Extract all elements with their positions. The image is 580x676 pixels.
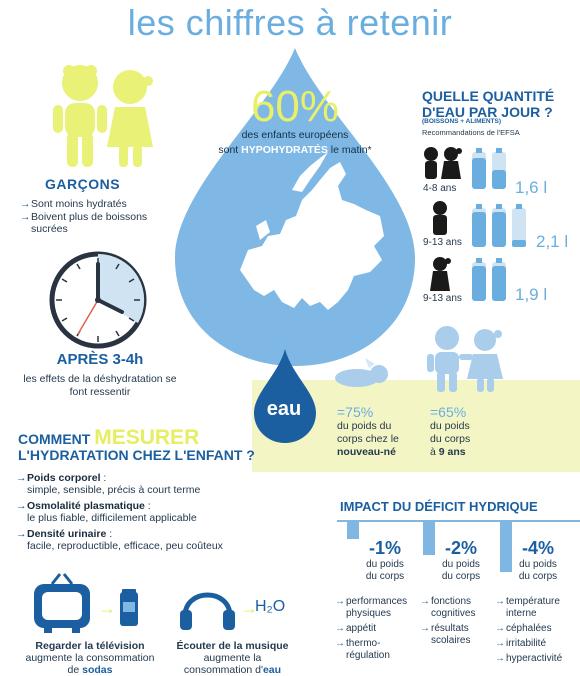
drop-line2 [195, 143, 395, 158]
measure-item-title: Poids corporel [27, 472, 101, 484]
arrow-icon: → [495, 623, 505, 634]
consequence-text: irritabilité [506, 638, 547, 649]
boys-item-text: Boivent plus de boissons sucrées [31, 211, 148, 235]
measure-heading-pre: COMMENT [18, 431, 95, 447]
measure-list [16, 472, 256, 556]
measure-item [16, 528, 256, 552]
after-heading [30, 351, 170, 368]
boys-item-text: Sont moins hydratés [31, 198, 127, 210]
newborn-block [337, 404, 399, 459]
litres-value: 2,1 l [536, 232, 569, 251]
consequence-item [495, 596, 577, 620]
child-girl-icon [428, 256, 452, 292]
arrow-icon: → [335, 638, 345, 649]
impact-percent: -2% [444, 538, 477, 558]
arrow-icon: → [16, 528, 27, 540]
impact-l1: du poids [442, 559, 480, 570]
quantity-heading-l1: QUELLE QUANTITÉ [422, 88, 555, 104]
newborn-icon [335, 354, 395, 388]
measure-item-colon: : [144, 500, 151, 512]
impact-level-bar [347, 522, 359, 539]
age-label: 4-8 ans [423, 183, 457, 194]
children-icon [45, 55, 165, 175]
consequence-text: thermo-régulation [346, 638, 390, 661]
consequence-text: hyperactivité [506, 653, 563, 664]
tv-icon [34, 574, 90, 633]
headphones-icon [180, 595, 235, 630]
music-caption-l3-bold: eau [262, 664, 282, 676]
measure-heading [18, 426, 255, 463]
music-caption-l3 [165, 664, 300, 676]
consequence-item [335, 638, 415, 662]
consequence-item [495, 638, 577, 650]
measure-item-colon: : [106, 528, 113, 540]
drop-line2-highlight: HYPOHYDRATÉS [241, 144, 328, 156]
arrow-icon: → [16, 472, 27, 484]
consequences-col-3 [495, 596, 577, 668]
drop-text [195, 128, 395, 158]
nine-percent: =65% [430, 404, 467, 420]
age-label: 9-13 ans [423, 237, 462, 248]
arrow-icon: → [495, 596, 505, 607]
tv-caption [20, 640, 160, 676]
arrow-icon: → [20, 198, 31, 210]
measure-item-desc: simple, sensible, précis à court terme [27, 484, 201, 496]
arrow-icon: → [420, 623, 430, 634]
consequence-item [335, 596, 415, 620]
impact-level [360, 538, 410, 583]
clock-icon [38, 250, 158, 350]
impact-l1: du poids [366, 559, 404, 570]
measure-heading-l1 [18, 426, 255, 449]
impact-level [436, 538, 486, 583]
litres-value: 1,6 l [515, 178, 548, 197]
boys-item [20, 198, 170, 210]
tv-caption-l3-pre: de [67, 664, 83, 676]
consequence-item [495, 653, 577, 665]
child-boy-icon [428, 200, 452, 236]
impact-percent: -1% [368, 538, 401, 558]
quantity-sub: (BOISSONS + ALIMENTS) [422, 118, 502, 125]
drop-line2-pre: sont [218, 144, 242, 156]
drop-percent: 60% [250, 82, 340, 131]
after-text: les effets de la déshydratation se font ressentir [23, 373, 177, 398]
measure-item [16, 500, 256, 524]
consequence-text: fonctions cognitives [431, 596, 476, 619]
consequence-item [335, 623, 415, 635]
arrow-icon: → [335, 623, 345, 634]
age-label: 9-13 ans [423, 293, 462, 304]
music-caption-l3-pre: consommation d' [183, 664, 263, 676]
consequence-text: résultats scolaires [431, 623, 471, 646]
page-title: les chiffres à retenir [127, 2, 453, 43]
impact-l1: du poids [519, 559, 557, 570]
consequence-item [420, 596, 490, 620]
consequence-item [420, 623, 490, 647]
drop-line2-post: le matin* [327, 144, 372, 156]
tv-caption-l3-bold: sodas [82, 664, 113, 676]
arrow-icon: → [495, 638, 505, 649]
arrow-icon: → [16, 500, 27, 512]
boys-heading: GARÇONS [45, 176, 121, 192]
measure-heading-l2: L'HYDRATATION CHEZ L'ENFANT ? [18, 447, 255, 463]
tv-caption-l3 [20, 664, 160, 676]
measure-item [16, 472, 256, 496]
impact-level [513, 538, 563, 583]
impact-l2: du corps [518, 571, 558, 582]
consequence-text: performances physiques [346, 596, 408, 619]
arrow-icon: → [335, 596, 345, 607]
efsa-label: Recommandations de l'EFSA [422, 128, 520, 137]
arrow-icon: → [20, 211, 31, 223]
consequences-col-2 [420, 596, 490, 650]
tv-caption-l2: augmente la consommation [25, 652, 155, 664]
music-caption [165, 640, 300, 676]
litres-value: 1,9 l [515, 285, 548, 304]
impact-l2: du corps [365, 571, 405, 582]
bottles-icon [470, 146, 510, 190]
h2o-label: H₂O [255, 598, 286, 615]
arrow-right-icon: → [240, 598, 258, 618]
newborn-l1: du poids du [337, 420, 392, 432]
nine-years-block [430, 404, 470, 459]
bottles-icon [470, 202, 530, 248]
tv-caption-l1: Regarder la télévision [35, 640, 145, 652]
impact-l2: du corps [441, 571, 481, 582]
music-caption-l1: Écouter de la musique [176, 640, 289, 652]
measure-item-title: Osmolalité plasmatique [27, 500, 145, 512]
measure-item-desc: le plus fiable, difficilement applicable [27, 512, 197, 524]
after-heading-value: 3-4h [112, 351, 144, 368]
arrow-icon: → [495, 653, 505, 664]
measure-item-colon: : [100, 472, 107, 484]
arrow-right-icon: → [98, 598, 116, 618]
measure-item-desc: facile, reproductible, efficace, peu coûteux [27, 540, 223, 552]
nine-l3-bold: 9 ans [438, 446, 466, 458]
measure-heading-big: MESURER [94, 426, 200, 449]
quantity-heading-l2: D'EAU PAR JOUR ? [422, 104, 553, 120]
nine-l1: du poids [430, 420, 470, 432]
arrow-icon: → [420, 596, 430, 607]
boys-list [20, 198, 170, 236]
soda-can-icon [120, 589, 138, 626]
boys-item [20, 211, 170, 235]
quantity-heading [422, 88, 554, 120]
consequence-text: céphalées [506, 623, 552, 634]
drop-line1: des enfants européens [241, 129, 349, 141]
music-caption-l2: augmente la [203, 652, 262, 664]
impact-percent: -4% [521, 538, 554, 558]
nine-l2: du corps [430, 433, 471, 445]
consequence-text: appétit [346, 623, 377, 634]
newborn-l2: corps chez le [337, 433, 399, 445]
eau-drop-icon [252, 345, 318, 445]
consequence-text: température interne [506, 596, 560, 619]
consequences-col-1 [335, 596, 415, 665]
child-pair-icon [420, 146, 464, 180]
bottles-icon [470, 256, 510, 302]
newborn-l3: nouveau-né [337, 446, 396, 458]
eau-label: eau [266, 398, 302, 420]
children-blue-icon [425, 324, 515, 394]
impact-heading: IMPACT DU DÉFICIT HYDRIQUE [340, 499, 538, 514]
impact-level-bar [500, 522, 512, 572]
measure-item-title: Densité urinaire [27, 528, 107, 540]
nine-l3-pre: à [430, 446, 439, 458]
impact-level-bar [423, 522, 435, 555]
consequence-item [495, 623, 577, 635]
after-heading-pre: APRÈS [56, 351, 113, 368]
nine-l3 [430, 446, 470, 459]
newborn-percent: =75% [337, 404, 374, 420]
